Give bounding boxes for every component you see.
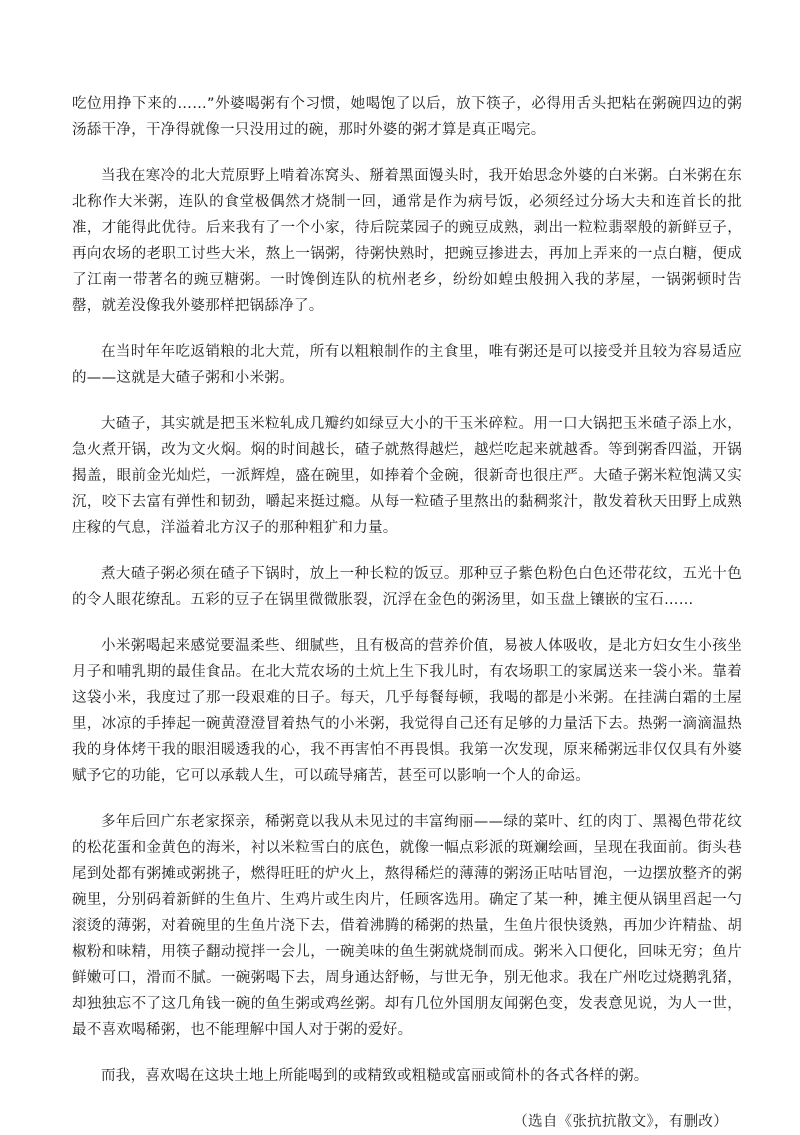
paragraph-2: 当我在寒冷的北大荒原野上啃着冻窝头、掰着黑面馒头时，我开始思念外婆的白米粥。白米粥在东北称作大米粥，连队的食堂极偶然才烧制一回，通常是作为病号饭，必须经过分场大夫和连首长的批准，才能得此优待。后来我有了一个小家，待后院菜园子的豌豆成熟，剥出一粒粒翡翠般的新鲜豆子，再向农场的老职工讨些大米，熬上一锅粥，待粥快熟时，把豌豆掺进去，再加上弄来的一点白糖，便成了江南一带著名的豌豆糖粥。一时馋倒连队的杭州老乡，纷纷如蝗虫般拥入我的茅屋，一锅粥顿时告罄，就差没像我外婆那样把锅舔净了。	[72, 168, 742, 314]
article-body	[72, 91, 742, 1135]
source-citation: （选自《张抗抗散文》，有删改）	[513, 1114, 728, 1130]
paragraph-6: 小米粥喝起来感觉要温柔些、细腻些，且有极高的营养价值，易被人体吸收，是北方妇女生小孩坐月子和哺乳期的最佳食品。在北大荒农场的土炕上生下我儿时，有农场职工的家属送来一袋小米。靠着这袋小米，我度过了那一段艰难的日子。每天，几乎每餐每顿，我喝的都是小米粥。在挂满白霜的土屋里，冰凉的手捧起一碗黄澄澄冒着热气的小米粥，我觉得自己还有足够的力量活下去。热粥一滴滴温热我的身体烤干我的眼泪暖透我的心，我不再害怕不再畏惧。我第一次发现，原来稀粥远非仅仅具有外婆赋予它的功能，它可以承载人生，可以疏导痛苦，甚至可以影响一个人的命运。	[72, 638, 742, 784]
paragraph-8: 而我，喜欢喝在这块土地上所能喝到的或精致或粗糙或富丽或简朴的各式各样的粥。	[101, 1068, 649, 1084]
paragraph-5: 煮大碴子粥必须在碴子下锅时，放上一种长粒的饭豆。那种豆子紫色粉色白色还带花纹，五光十色的令人眼花缭乱。五彩的豆子在锅里微微胀裂，沉浮在金色的粥汤里，如玉盘上镶嵌的宝石……	[72, 566, 742, 608]
paragraph-7: 多年后回广东老家探亲，稀粥竟以我从未见过的丰富绚丽——绿的菜叶、红的肉丁、黑褐色带花纹的松花蛋和金黄色的海米，衬以米粒雪白的底色，就像一幅点彩派的斑斓绘画，呈现在我面前。街头巷尾到处都有粥摊或粥挑子，燃得旺旺的炉火上，熬得稀烂的薄薄的粥汤正咕咕冒泡，一边摆放整齐的粥碗里，分别码着新鲜的生鱼片、生鸡片或生肉片，任顾客选用。确定了某一种，摊主便从锅里舀起一勺滚烫的薄粥，对着碗里的生鱼片浇下去，借着沸腾的稀粥的热量，生鱼片很快烫熟，再加少许精盐、胡椒粉和味精，用筷子翻动搅拌一会儿，一碗美味的鱼生粥就烧制而成。粥米入口便化，回味无穷；鱼片鲜嫩可口，滑而不腻。一碗粥喝下去，周身通达舒畅，与世无争，别无他求。我在广州吃过烧鹅乳猪，却独独忘不了这几角钱一碗的鱼生粥或鸡丝粥。却有几位外国朋友闻粥色变，发表意见说，为人一世，最不喜欢喝稀粥，也不能理解中国人对于粥的爱好。	[72, 814, 742, 1038]
paragraph-4: 大碴子，其实就是把玉米粒轧成几瓣约如绿豆大小的干玉米碎粒。用一口大锅把玉米碴子添上水，急火煮开锅，改为文火焖。焖的时间越长，碴子就熬得越烂，越烂吃起来就越香。等到粥香四溢，开锅揭盖，眼前金光灿烂，一派辉煌，盛在碗里，如捧着个金碗，很新奇也很庄严。大碴子粥米粒饱满又实沉，咬下去富有弹性和韧劲，嚼起来挺过瘾。从每一粒碴子里熬出的黏稠浆汁，散发着秋天田野上成熟庄稼的气息，洋溢着北方汉子的那种粗犷和力量。	[72, 416, 742, 536]
paragraph-1: 吃位用挣下来的……”外婆喝粥有个习惯，她喝饱了以后，放下筷子，必得用舌头把粘在粥碗四边的粥汤舔干净，干净得就像一只没用过的碗，那时外婆的粥才算是真正喝完。	[72, 96, 742, 138]
paragraph-3: 在当时年年吃返销粮的北大荒，所有以粗粮制作的主食里，唯有粥还是可以接受并且较为容易适应的——这就是大碴子粥和小米粥。	[72, 344, 742, 386]
